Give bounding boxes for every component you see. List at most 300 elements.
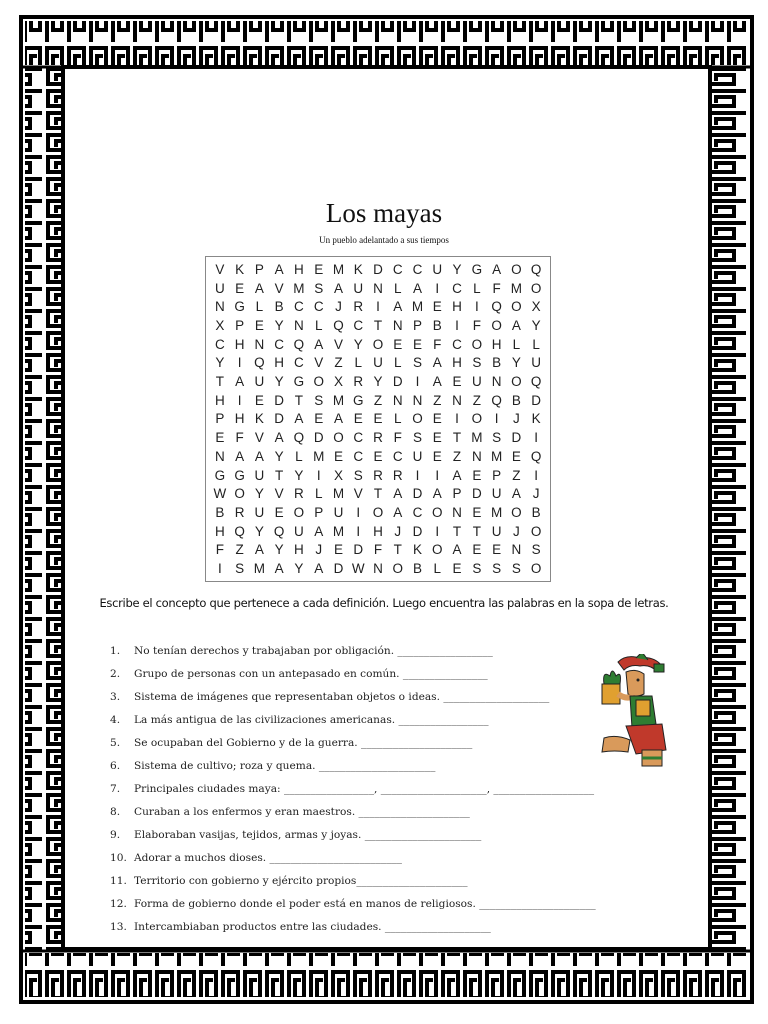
grid-letter[interactable]: T [472,523,481,539]
grid-letter[interactable]: H [234,336,245,352]
grid-letter[interactable]: K [531,411,541,427]
grid-letter[interactable]: R [373,430,383,446]
grid-letter[interactable]: J [335,299,342,315]
grid-letter[interactable]: C [294,299,304,315]
grid-letter[interactable]: S [235,561,245,577]
grid-letter[interactable]: E [492,542,502,558]
grid-letter[interactable]: I [435,280,440,296]
grid-letter[interactable]: U [491,486,502,502]
grid-letter[interactable]: I [356,505,361,521]
grid-letter[interactable]: H [373,523,383,539]
grid-letter[interactable]: A [274,261,284,277]
grid-letter[interactable]: E [432,430,442,446]
grid-letter[interactable]: F [235,430,244,446]
grid-letter[interactable]: A [432,355,442,371]
definition-item[interactable] [110,847,670,870]
grid-letter[interactable]: Y [274,448,284,464]
grid-letter[interactable]: I [217,561,222,577]
grid-letter[interactable]: S [314,280,324,296]
grid-letter[interactable]: O [530,561,542,577]
grid-letter[interactable]: F [373,542,383,558]
grid-letter[interactable]: H [452,355,462,371]
grid-letter[interactable]: O [491,317,502,333]
grid-letter[interactable]: U [531,355,541,371]
grid-letter[interactable]: P [235,317,245,333]
grid-letter[interactable]: L [394,280,402,296]
grid-letter[interactable]: U [215,280,225,296]
grid-letter[interactable]: I [237,392,242,408]
grid-letter[interactable]: B [274,299,284,315]
grid-letter[interactable]: U [254,505,265,521]
grid-letter[interactable]: K [254,411,264,427]
grid-letter[interactable]: C [392,261,403,277]
grid-letter[interactable]: D [531,392,541,408]
grid-letter[interactable]: W [351,561,365,577]
grid-letter[interactable]: A [452,467,462,483]
definition-item[interactable] [110,732,670,755]
grid-letter[interactable]: C [274,336,285,352]
grid-letter[interactable]: M [411,299,424,315]
grid-letter[interactable]: I [435,467,440,483]
grid-letter[interactable]: A [393,486,403,502]
grid-letter[interactable]: Q [293,430,305,446]
grid-letter[interactable]: A [294,411,304,427]
grid-letter[interactable]: J [512,523,520,539]
grid-letter[interactable]: U [254,467,265,483]
grid-letter[interactable]: E [393,336,403,352]
grid-letter[interactable]: A [254,280,264,296]
grid-letter[interactable]: X [531,299,541,315]
grid-letter[interactable]: Y [294,561,304,577]
grid-letter[interactable]: F [393,430,402,446]
grid-letter[interactable]: K [353,261,363,277]
grid-letter[interactable]: Y [373,374,383,390]
grid-letter[interactable]: P [413,317,423,333]
grid-letter[interactable]: Z [472,392,481,408]
grid-letter[interactable]: L [354,355,362,371]
grid-letter[interactable]: Q [293,336,305,352]
grid-letter[interactable]: V [333,336,343,352]
grid-letter[interactable]: Q [491,299,502,315]
grid-letter[interactable]: E [215,430,225,446]
grid-letter[interactable]: B [215,505,225,521]
grid-letter[interactable]: N [491,374,502,390]
grid-letter[interactable]: U [491,523,502,539]
grid-letter[interactable]: E [472,542,482,558]
grid-letter[interactable]: C [412,261,423,277]
grid-letter[interactable]: L [473,280,481,296]
grid-letter[interactable]: A [511,486,521,502]
grid-letter[interactable]: O [511,505,522,521]
grid-letter[interactable]: P [452,486,462,502]
grid-letter[interactable]: E [235,280,245,296]
grid-letter[interactable]: W [213,486,227,502]
grid-letter[interactable]: U [432,261,443,277]
grid-letter[interactable]: Y [254,486,264,502]
grid-letter[interactable]: S [314,392,324,408]
grid-letter[interactable]: G [234,299,245,315]
grid-letter[interactable]: E [254,392,264,408]
grid-letter[interactable]: V [274,486,284,502]
grid-letter[interactable]: E [314,261,324,277]
grid-letter[interactable]: O [511,299,522,315]
grid-letter[interactable]: T [215,374,224,390]
grid-letter[interactable]: B [492,355,502,371]
grid-letter[interactable]: A [235,448,245,464]
grid-letter[interactable]: M [332,392,345,408]
grid-letter[interactable]: A [333,280,343,296]
grid-letter[interactable]: Q [333,317,344,333]
grid-letter[interactable]: I [415,374,420,390]
grid-letter[interactable]: L [314,486,323,502]
grid-letter[interactable]: Z [452,448,462,464]
grid-letter[interactable]: Q [491,392,502,408]
grid-letter[interactable]: G [471,261,483,277]
grid-letter[interactable]: Y [531,317,541,333]
grid-letter[interactable]: S [492,430,502,446]
grid-letter[interactable]: R [373,467,383,483]
grid-letter[interactable]: C [392,448,403,464]
grid-letter[interactable]: G [293,374,305,390]
grid-letter[interactable]: H [215,523,225,539]
grid-letter[interactable]: M [332,523,345,539]
grid-letter[interactable]: Q [234,523,245,539]
grid-letter[interactable]: I [356,523,361,539]
grid-letter[interactable]: C [412,505,423,521]
grid-letter[interactable]: N [373,280,383,296]
grid-letter[interactable]: V [274,280,284,296]
grid-letter[interactable]: O [530,523,542,539]
grid-letter[interactable]: O [293,505,305,521]
grid-letter[interactable]: Y [274,374,284,390]
grid-letter[interactable]: V [353,486,363,502]
grid-letter[interactable]: O [471,411,483,427]
grid-letter[interactable]: D [392,374,403,390]
grid-letter[interactable]: A [314,336,324,352]
definition-item[interactable] [110,663,670,686]
grid-letter[interactable]: H [452,299,462,315]
grid-letter[interactable]: N [215,299,225,315]
grid-letter[interactable]: E [314,411,324,427]
grid-letter[interactable]: V [314,355,324,371]
grid-letter[interactable]: S [413,355,423,371]
grid-letter[interactable]: C [215,336,225,352]
grid-letter[interactable]: I [415,467,420,483]
grid-letter[interactable]: C [294,355,304,371]
grid-letter[interactable]: C [313,299,324,315]
grid-letter[interactable]: M [253,561,266,577]
grid-letter[interactable]: O [412,411,423,427]
grid-letter[interactable]: U [471,374,482,390]
grid-letter[interactable]: M [332,486,345,502]
grid-letter[interactable]: Y [274,542,284,558]
grid-letter[interactable]: E [333,448,343,464]
grid-letter[interactable]: U [373,355,383,371]
grid-letter[interactable]: I [494,411,499,427]
grid-letter[interactable]: S [472,561,482,577]
definition-item[interactable] [110,778,670,801]
grid-letter[interactable]: H [215,392,225,408]
grid-letter[interactable]: L [295,448,303,464]
grid-letter[interactable]: M [313,448,325,464]
grid-letter[interactable]: D [353,542,364,558]
grid-letter[interactable]: D [274,392,285,408]
grid-letter[interactable]: D [471,486,482,502]
definition-item[interactable] [110,870,670,893]
grid-letter[interactable]: E [274,505,284,521]
definition-item[interactable] [110,640,670,663]
grid-letter[interactable]: Y [452,261,462,277]
grid-letter[interactable]: A [492,261,502,277]
grid-letter[interactable]: E [432,448,442,464]
definition-item[interactable] [110,824,670,847]
grid-letter[interactable]: A [432,374,442,390]
word-search-grid[interactable] [205,256,551,582]
grid-letter[interactable]: A [511,317,521,333]
grid-letter[interactable]: C [452,280,462,296]
grid-letter[interactable]: S [531,542,541,558]
grid-letter[interactable]: I [237,355,242,371]
grid-letter[interactable]: Z [512,467,521,483]
grid-letter[interactable]: N [452,392,462,408]
grid-letter[interactable]: S [511,561,521,577]
grid-letter[interactable]: O [234,486,245,502]
grid-letter[interactable]: X [215,317,225,333]
grid-letter[interactable]: N [392,392,403,408]
grid-letter[interactable]: O [372,336,384,352]
grid-letter[interactable]: A [235,374,245,390]
grid-letter[interactable]: V [254,430,264,446]
definition-item[interactable] [110,893,670,916]
grid-letter[interactable]: O [372,505,384,521]
grid-letter[interactable]: S [353,467,363,483]
grid-letter[interactable]: Y [294,467,304,483]
grid-letter[interactable]: T [373,486,383,502]
grid-letter[interactable]: D [511,430,522,446]
grid-letter[interactable]: P [215,411,225,427]
grid-letter[interactable]: C [353,430,364,446]
grid-letter[interactable]: S [413,430,423,446]
grid-letter[interactable]: E [472,467,482,483]
grid-letter[interactable]: I [474,299,479,315]
grid-letter[interactable]: P [254,261,264,277]
grid-letter[interactable]: R [234,505,245,521]
grid-letter[interactable]: D [333,561,344,577]
grid-letter[interactable]: T [452,523,462,539]
grid-letter[interactable]: S [492,561,502,577]
grid-letter[interactable]: L [532,336,540,352]
grid-letter[interactable]: O [511,261,522,277]
grid-letter[interactable]: N [511,542,522,558]
grid-letter[interactable]: N [294,317,304,333]
grid-letter[interactable]: R [353,374,364,390]
grid-letter[interactable]: T [275,467,284,483]
grid-letter[interactable]: D [412,486,423,502]
grid-letter[interactable]: G [352,392,364,408]
grid-letter[interactable]: Z [334,355,343,371]
grid-letter[interactable]: T [373,317,383,333]
grid-letter[interactable]: D [412,523,423,539]
grid-letter[interactable]: E [353,411,363,427]
grid-letter[interactable]: J [315,542,323,558]
grid-letter[interactable]: H [234,411,245,427]
grid-letter[interactable]: B [432,317,442,333]
grid-letter[interactable]: O [432,505,443,521]
definition-item[interactable] [110,916,670,939]
grid-letter[interactable]: I [455,317,459,333]
grid-letter[interactable]: D [373,261,383,277]
grid-letter[interactable]: S [472,355,482,371]
grid-letter[interactable]: E [452,561,462,577]
grid-letter[interactable]: T [294,392,304,408]
grid-letter[interactable]: Q [530,374,542,390]
grid-letter[interactable]: L [394,411,402,427]
grid-letter[interactable]: O [333,430,344,446]
grid-letter[interactable]: Q [254,355,265,371]
grid-letter[interactable]: T [393,542,402,558]
grid-letter[interactable]: R [294,486,304,502]
grid-letter[interactable]: E [373,411,383,427]
grid-letter[interactable]: R [392,467,403,483]
grid-letter[interactable]: L [433,561,442,577]
grid-letter[interactable]: Q [273,523,285,539]
grid-letter[interactable]: N [392,317,403,333]
grid-letter[interactable]: E [373,448,383,464]
grid-letter[interactable]: G [234,467,245,483]
grid-letter[interactable]: F [215,542,224,558]
grid-letter[interactable]: J [512,411,520,427]
grid-letter[interactable]: P [314,505,324,521]
grid-letter[interactable]: V [215,261,225,277]
grid-letter[interactable]: T [452,430,462,446]
definition-item[interactable] [110,755,670,778]
grid-letter[interactable]: E [413,336,423,352]
grid-letter[interactable]: F [433,336,442,352]
grid-letter[interactable]: L [314,317,323,333]
grid-letter[interactable]: B [413,561,423,577]
grid-letter[interactable]: Z [433,392,442,408]
grid-letter[interactable]: B [531,505,541,521]
grid-letter[interactable]: M [510,280,522,296]
grid-letter[interactable]: I [376,299,380,315]
grid-letter[interactable]: A [393,505,403,521]
grid-letter[interactable]: Q [530,261,542,277]
grid-letter[interactable]: O [530,280,542,296]
grid-letter[interactable]: Y [254,523,264,539]
grid-letter[interactable]: O [471,336,483,352]
grid-letter[interactable]: U [412,448,423,464]
grid-letter[interactable]: D [274,411,285,427]
grid-letter[interactable]: P [492,467,502,483]
grid-letter[interactable]: I [534,467,538,483]
grid-letter[interactable]: E [333,542,343,558]
grid-letter[interactable]: Y [274,317,284,333]
grid-letter[interactable]: H [294,542,304,558]
grid-letter[interactable]: M [293,280,305,296]
grid-letter[interactable]: O [432,542,443,558]
grid-letter[interactable]: C [353,317,364,333]
grid-letter[interactable]: U [333,505,344,521]
grid-letter[interactable]: H [274,355,285,371]
grid-letter[interactable]: M [332,261,345,277]
grid-letter[interactable]: B [511,392,521,408]
grid-letter[interactable]: Y [511,355,521,371]
grid-letter[interactable]: A [254,542,264,558]
grid-letter[interactable]: N [471,448,482,464]
grid-letter[interactable]: E [432,411,442,427]
grid-letter[interactable]: X [333,374,343,390]
grid-letter[interactable]: O [392,561,404,577]
grid-letter[interactable]: A [274,561,284,577]
grid-letter[interactable]: X [333,467,343,483]
grid-letter[interactable]: G [214,467,226,483]
grid-letter[interactable]: A [413,280,423,296]
grid-letter[interactable]: E [511,448,521,464]
grid-letter[interactable]: A [254,448,264,464]
grid-letter[interactable]: A [432,486,442,502]
grid-letter[interactable]: A [274,430,284,446]
grid-letter[interactable]: U [294,523,304,539]
grid-letter[interactable]: L [512,336,521,352]
definition-item[interactable] [110,709,670,732]
grid-letter[interactable]: K [235,261,245,277]
grid-letter[interactable]: E [432,299,442,315]
grid-letter[interactable]: I [435,523,440,539]
grid-letter[interactable]: L [255,299,264,315]
grid-letter[interactable]: I [316,467,321,483]
grid-letter[interactable]: J [532,486,540,502]
grid-letter[interactable]: M [490,448,503,464]
grid-letter[interactable]: N [452,505,462,521]
grid-letter[interactable]: M [490,505,503,521]
grid-letter[interactable]: F [472,317,481,333]
grid-letter[interactable]: J [394,523,402,539]
grid-letter[interactable]: F [492,280,501,296]
grid-letter[interactable]: N [412,392,423,408]
grid-letter[interactable]: A [314,561,324,577]
grid-letter[interactable]: I [534,430,538,446]
grid-letter[interactable]: U [254,374,265,390]
grid-letter[interactable]: N [254,336,265,352]
grid-letter[interactable]: N [215,448,225,464]
grid-letter[interactable]: E [472,505,482,521]
grid-letter[interactable]: O [511,374,522,390]
grid-letter[interactable]: H [491,336,502,352]
grid-letter[interactable]: U [353,280,364,296]
grid-letter[interactable]: A [314,523,324,539]
definition-item[interactable] [110,801,670,824]
grid-letter[interactable]: Z [235,542,244,558]
grid-letter[interactable]: E [452,374,462,390]
grid-letter[interactable]: Z [373,392,383,408]
grid-letter[interactable]: Y [215,355,225,371]
grid-letter[interactable]: L [394,355,402,371]
grid-letter[interactable]: N [373,561,383,577]
grid-letter[interactable]: R [353,299,364,315]
grid-letter[interactable]: C [353,448,364,464]
grid-letter[interactable]: M [471,430,483,446]
grid-letter[interactable]: H [294,261,304,277]
definition-item[interactable] [110,686,670,709]
grid-letter[interactable]: Y [353,336,363,352]
grid-letter[interactable]: I [455,411,459,427]
grid-letter[interactable]: E [254,317,264,333]
grid-letter[interactable]: A [393,299,403,315]
grid-letter[interactable]: A [333,411,343,427]
grid-letter[interactable]: K [413,542,423,558]
grid-letter[interactable]: A [452,542,462,558]
grid-letter[interactable]: D [313,430,324,446]
